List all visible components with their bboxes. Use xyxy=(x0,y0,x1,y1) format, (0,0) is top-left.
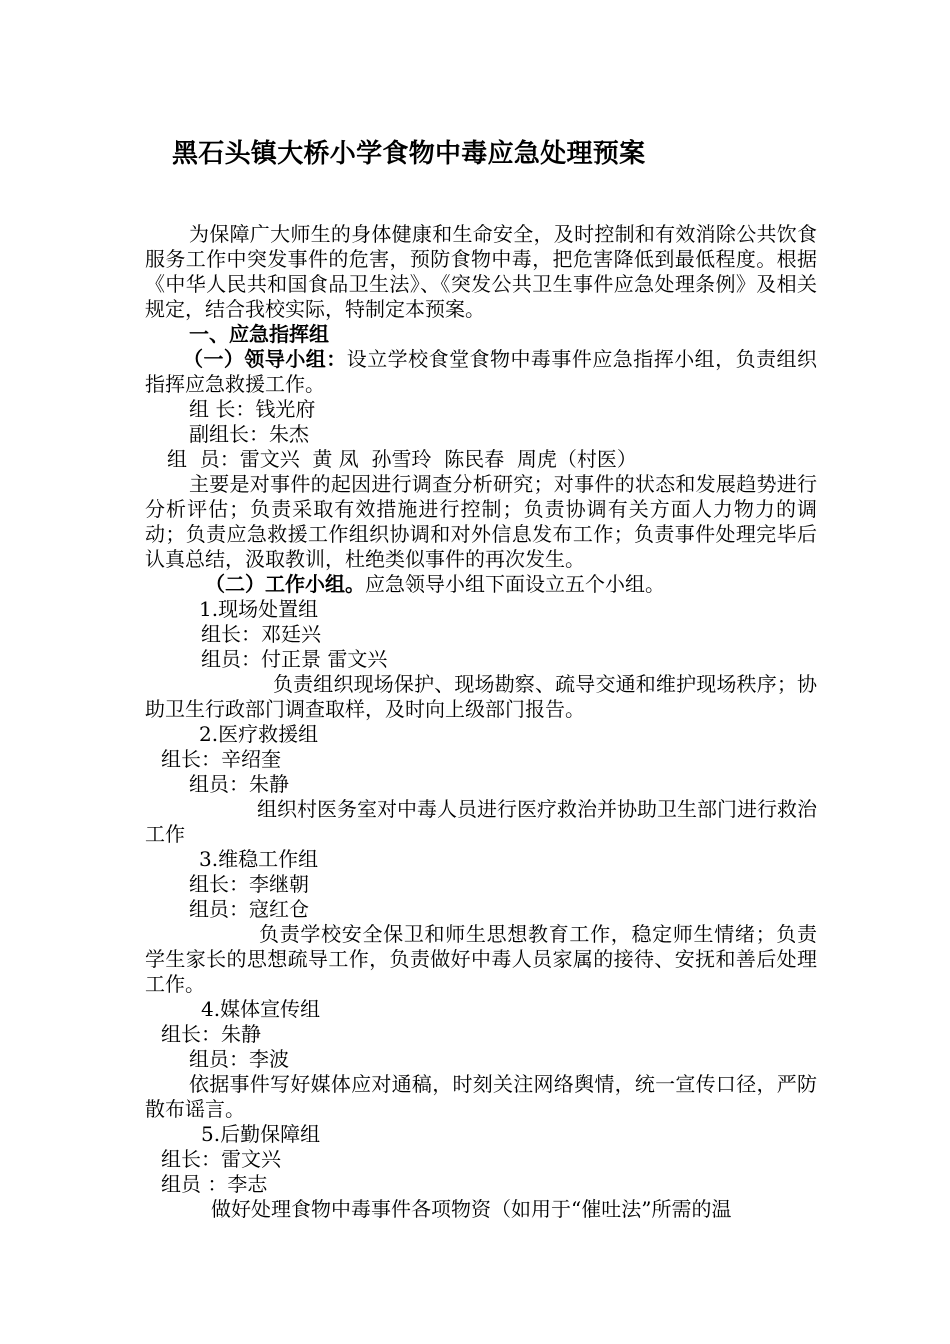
group-5-members: 组员 ：李志 xyxy=(161,1172,268,1196)
group-5-duty: 做好处理食物中毒事件各项物资（如用于“催吐法”所需的温 xyxy=(211,1197,732,1221)
leader-line: 组 长：钱光府 xyxy=(189,397,316,421)
intro-paragraph: 为保障广大师生的身体健康和生命安全，及时控制和有效消除公共饮食服务工作中突发事件的危害，预防食物中毒，把危害降低到最低程度。根据《中华人民共和国食品卫生法》、《突发公共卫生事件应急处理条例》及相关规定，结合我校实际，特制定本预案。 xyxy=(145,222,817,321)
group-2-name: 2.医疗救援组 xyxy=(199,722,319,746)
group-1-duty: 负责组织现场保护、现场勘察、疏导交通和维护现场秩序；协助卫生行政部门调查取样，及时向上级部门报告。 xyxy=(145,672,817,721)
group-5-name: 5.后勤保障组 xyxy=(201,1122,321,1146)
document-title: 黑石头镇大桥小学食物中毒应急处理预案 xyxy=(172,139,646,169)
group-1-leader: 组长：邓廷兴 xyxy=(201,622,321,646)
deputy-line: 副组长：朱杰 xyxy=(189,422,309,446)
group-1-name: 1.现场处置组 xyxy=(199,597,319,621)
members-line: 组 员：雷文兴 黄 凤 孙雪玲 陈民春 周虎（村医） xyxy=(167,447,637,471)
group-2-members: 组员：朱静 xyxy=(189,772,289,796)
leader-group-paragraph xyxy=(145,347,817,397)
group-4-duty: 依据事件写好媒体应对通稿，时刻关注网络舆情，统一宣传口径，严防散布谣言。 xyxy=(145,1072,817,1121)
leader-group-duties: 主要是对事件的起因进行调查分析研究；对事件的状态和发展趋势进行分析评估；负责采取有效措施进行控制；负责协调有关方面人力物力的调动；负责应急救援工作组织协调和对外信息发布工作；负责事件处理完毕后认真总结，汲取教训，杜绝类似事件的再次发生。 xyxy=(145,472,817,571)
group-4-leader: 组长：朱静 xyxy=(161,1022,261,1046)
section-heading-command-group: 一、应急指挥组 xyxy=(189,322,329,346)
group-4-name: 4.媒体宣传组 xyxy=(201,997,321,1021)
group-3-name: 3.维稳工作组 xyxy=(199,847,319,871)
leader-group-label: （一）领导小组： xyxy=(183,347,347,371)
group-3-duty: 负责学校安全保卫和师生思想教育工作，稳定师生情绪；负责学生家长的思想疏导工作，负责做好中毒人员家属的接待、安抚和善后处理工作。 xyxy=(145,922,817,996)
group-3-members: 组员：寇红仓 xyxy=(189,897,309,921)
work-group-text: 应急领导小组下面设立五个小组。 xyxy=(365,572,665,596)
document-body xyxy=(145,222,817,1222)
group-3-leader: 组长：李继朝 xyxy=(189,872,309,896)
group-2-duty: 组织村医务室对中毒人员进行医疗救治并协助卫生部门进行救治工作 xyxy=(145,797,817,846)
work-group-label: （二）工作小组。 xyxy=(205,572,365,596)
group-1-members: 组员：付正景 雷文兴 xyxy=(201,647,388,671)
group-4-members: 组员：李波 xyxy=(189,1047,289,1071)
leader-group-text: 设立学校食堂食物中毒事件应急指挥小组，负责组织指挥应急救援工作。 xyxy=(145,347,818,396)
group-5-leader: 组长：雷文兴 xyxy=(161,1147,281,1171)
group-2-leader: 组长：辛绍奎 xyxy=(161,747,281,771)
work-group-paragraph xyxy=(145,572,817,597)
